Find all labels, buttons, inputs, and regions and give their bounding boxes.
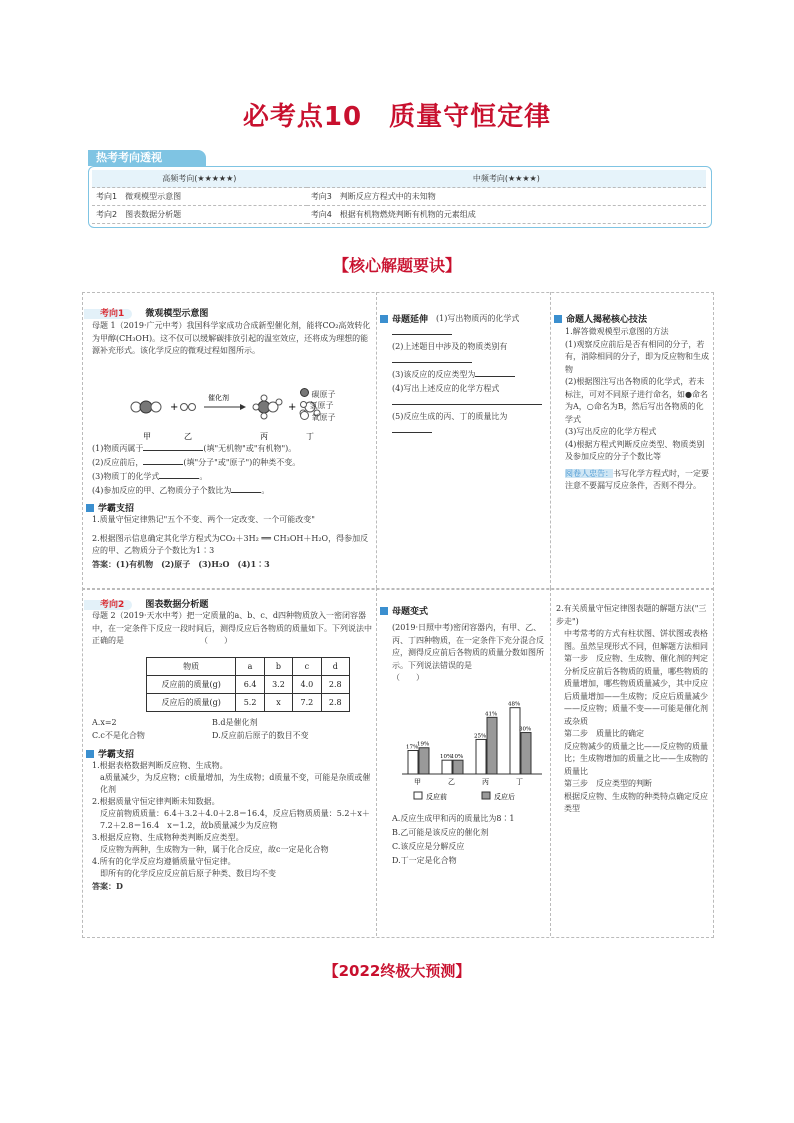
extension-items: (1)写出物质丙的化学式 (2)上述题目中涉及的物质类别有 (3)该反应的反应类型为 (4)写出上述反应的化学方程式 (5)反应生成的丙、丁的质量比为 xyxy=(392,312,548,438)
chart-legend xyxy=(414,792,515,801)
topic-1-title: 微观模型示意图 xyxy=(145,309,209,319)
extension-header: 母题延伸 xyxy=(380,312,428,325)
divider xyxy=(550,588,551,936)
category-label: 乙 xyxy=(448,778,455,786)
secret-header: 命题人揭秘核心技法 xyxy=(554,312,647,325)
molecule-diagram xyxy=(128,385,376,445)
svg-text:+: + xyxy=(170,402,179,413)
topic-cell: 考向3 判断反应方程式中的未知物 xyxy=(307,188,706,206)
high-frequency-label: 高频考向(★★★★★) xyxy=(92,170,307,188)
tips-1-text: 1.质量守恒定律熟记"五个不变、两个一定改变、一个可能改变" 2.根据图示信息确定其化学方程式为CO₂＋3H₂ ══ CH₃OH＋H₂O，得参加反应的甲、乙物质分子个数比为1∶3 答案：(1)有机物 (2)原子 (3)H₂O (4)1∶3 xyxy=(92,515,369,569)
problem-2-options: A.x=2 B.d是催化剂 C.c不是化合物 D.反应前后原子的数目不变 xyxy=(92,718,309,740)
legend-hydrogen: 氢原子 xyxy=(309,401,334,410)
divider xyxy=(376,292,377,588)
bar-丁-反应前 xyxy=(510,708,520,774)
topic-cell: 考向1 微观模型示意图 xyxy=(92,188,307,206)
bar-value-label: 30% xyxy=(519,726,532,733)
bar-乙-反应前 xyxy=(442,760,452,774)
page-title: 必考点10 质量守恒定律 xyxy=(242,102,552,132)
divider xyxy=(376,588,377,936)
topic-cell: 考向4 根据有机物燃烧判断有机物的元素组成 xyxy=(307,206,706,224)
catalyst-label: 催化剂 xyxy=(208,394,229,402)
bar-甲-反应后 xyxy=(419,748,429,774)
tips-2-header: 学霸支招 xyxy=(86,747,134,760)
bar-丙-反应后 xyxy=(487,717,497,774)
legend-after-label: 反应后 xyxy=(494,793,515,801)
molecule-yi xyxy=(181,404,196,411)
bar-甲-反应前 xyxy=(408,751,418,774)
mid-frequency-label: 中频考向(★★★★) xyxy=(307,170,706,188)
bar-value-label: 10% xyxy=(451,754,464,761)
label-bing: 丙 xyxy=(260,432,268,441)
variant-options: A.反应生成甲和丙的质量比为8∶1 B.乙可能是该反应的催化剂 C.该反应是分解反应 D.丁一定是化合物 xyxy=(392,814,515,865)
core-title: 【核心解题要诀】 xyxy=(332,256,461,275)
chart-categories xyxy=(414,778,523,786)
variant-stem: (2019·日照中考)密闭容器内，有甲、乙、丙、丁四种物质，在一定条件下充分混合反应，测得反应前后各物质的质量分数如图所示。下列说法错误的是 （ ） xyxy=(392,623,544,682)
topic-cell: 考向2 图表数据分析题 xyxy=(92,206,307,224)
molecule-jia xyxy=(131,401,161,413)
bar-乙-反应后 xyxy=(453,760,463,774)
hot-topics-table xyxy=(92,170,706,224)
method-text: 2.有关质量守恒定律图表题的解题方法("三步走") 中考常考的方式有柱状图、饼状图或表格图。虽然呈现形式不同，但解题方法相同 第一步 反应物、生成物、催化剂的判定 分析反应前后各物质的质量，哪些物质的质量增加，哪些物质质量减少，其中反应后质量增加——生成物；反应后质量减少——反应物；质量不变——可能是催化剂或杂质 第二步 质量比的确定 反应物减少的质量之比——反应物的质量比；生成物增加的质量之比——生成物的质量比 第三步 反应类型的判断 根据反应物、生成物的种类特点确定反应类型 xyxy=(556,604,708,813)
tips-2-text: 1.根据表格数据判断反应物、生成物。 a质量减少，为反应物；c质量增加，为生成物；d质量不变，可能是杂质或催化剂 2.根据质量守恒定律判断未知数据。 反应前物质质量：6.4＋3.2＋4.0＋2.8＝16.4，反应后物质质量：5.2＋x＋7.2＋2.8＝16.4 x＝1.2，故b质量减少为反应物 3.根据反应物、生成物种类判断反应类型。 反应物为两种，生成物为一种，属于化合反应，故c一定是化合物 4.所有的化学反应均遵循质量守恒定律。 即所有的化学反应反应前后原子种类、数目均不变 答案：D xyxy=(92,761,371,891)
bar-value-label: 25% xyxy=(474,733,487,740)
problem-1-questions: (1)物质丙属于 (填"无机物"或"有机物")。 (2)反应前后， (填"分子"或"原子")的种类不变。 (3)物质丁的化学式 。 (4)参加反应的甲、乙物质分子个数比为 。 xyxy=(92,444,301,495)
problem-2-stem: 母题 2（2019·天水中考）把一定质量的a、b、c、d四种物质放入一密闭容器中，在一定条件下反应一段时间后，测得反应后各物质的质量如下。下列说法中正确的是 （ ） xyxy=(92,611,372,645)
label-ding: 丁 xyxy=(306,432,314,441)
tips-1-header: 学霸支招 xyxy=(86,501,134,514)
secret-text: 1.解答微观模型示意图的方法 (1)观察反应前后是否有相同的分子，若有，消除相同的分子，即为反应物和生成物 (2)根据图注写出各物质的化学式，若未标注，可对不同原子进行命名，如●命名为A，○命名为B，然后写出各物质的化学式 (3)写出反应的化学方程式 (4)根据方程式判断反应类型、物质类别及参加反应的分子个数比等 阅卷人忠告：书写化学方程式时，一定要注意不要漏写反应条件，否则不得分。 xyxy=(565,327,709,490)
category-label: 丙 xyxy=(482,778,489,786)
label-jia: 甲 xyxy=(143,432,151,441)
category-label: 丁 xyxy=(516,778,523,786)
footer-title: 【2022终极大预测】 xyxy=(323,962,471,980)
bar-value-label: 17% xyxy=(406,744,419,751)
warning-label: 阅卷人忠告： xyxy=(565,468,613,478)
topic-1-header xyxy=(84,301,208,321)
topic-2-title: 图表数据分析题 xyxy=(145,600,209,610)
bar-value-label: 41% xyxy=(485,711,498,718)
mass-table: 物质 a b c d 反应前的质量(g) 6.4 3.2 4.0 2.8 反应后的质量(g) 5.2 x 7.2 2.8 xyxy=(146,657,350,712)
legend-before-label: 反应前 xyxy=(426,793,447,801)
svg-text:+: + xyxy=(288,402,297,413)
variant-header: 母题变式 xyxy=(380,604,428,617)
bar-丁-反应后 xyxy=(521,733,531,774)
atom-legend xyxy=(300,388,336,423)
bar-丙-反应前 xyxy=(476,739,486,774)
label-yi: 乙 xyxy=(184,432,192,441)
category-label: 甲 xyxy=(414,778,421,786)
mass-fraction-chart xyxy=(394,690,546,802)
problem-1-stem: 母题 1（2019·广元中考）我国科学家成功合成新型催化剂，能将CO₂高效转化为甲醇(CH₃OH)。这不仅可以缓解碳排放引起的温室效应，还将成为理想的能源补充形式。该化学反应的微观过程如图所示。 xyxy=(92,321,371,355)
legend-after-swatch xyxy=(482,792,490,799)
hot-topics-header: 热考考向透视 xyxy=(88,150,206,166)
topic-2-header xyxy=(84,592,208,612)
chart-bars xyxy=(406,702,531,774)
topic-2-tag: 考向2 xyxy=(84,600,132,610)
legend-before-swatch xyxy=(414,792,422,799)
divider xyxy=(550,292,551,588)
legend-oxygen: 氧原子 xyxy=(311,413,336,422)
topic-1-tag: 考向1 xyxy=(84,309,132,319)
molecule-bing xyxy=(253,395,282,419)
bar-value-label: 19% xyxy=(417,741,430,748)
legend-carbon: 碳原子 xyxy=(311,390,336,399)
bar-value-label: 10% xyxy=(440,754,453,761)
bar-value-label: 48% xyxy=(508,701,521,708)
